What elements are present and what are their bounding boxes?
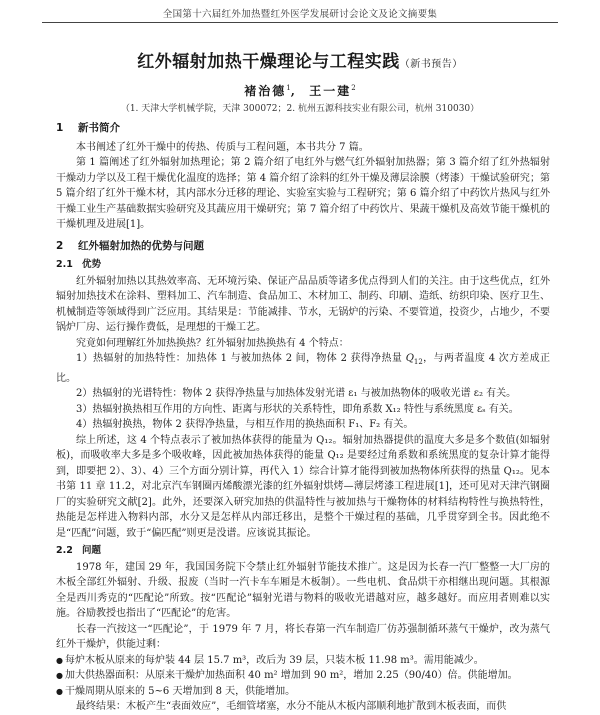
list-item: 2）热辐射的光谱特性：物体 2 获得净热量与加热体发射光谱 ε₁ 与被加热物体的吸收光谱 ε₂ 有关。 (76, 388, 517, 399)
header-rule (42, 22, 558, 23)
bullet-item: ● 干燥周期从原来的 5~6 天增加到 8 天，供能增加。 (56, 684, 550, 700)
affiliation: （1. 天津大学机械学院，天津 300072；2. 杭州五源科技实业有限公司，杭州 310030） (120, 104, 480, 114)
bullet-item: ● 每炉木板从原来的每炉装 44 层 15.7 m³，改后为 39 层，只装木板 11.98 m³。需用能减少。 (56, 653, 550, 669)
list-item: 1）热辐射的加热特性：加热体 1 与被加热体 2 间，物体 2 获得净热量 $Q_{12}$，与两者温度 4 次方差成正比。 (56, 353, 550, 384)
paragraph: 综上所述，这 4 个特点表示了被加热体获得的能量为 Q₁₂。辐射加热器提供的温度大多是多个数值(如辐射板)，而吸收率大多是多个吸收峰，因此被加热体获得的能量 Q₁₂ 是要经过角系数和系统黑度的复杂计算才能得到，即要把 2）、3）、4）三个方面分别计算，再代入 1）综合计算才能得到被加热物体所获得的热量 Q₁₂。见本书第 11 章 11.2，对北京汽车钢圈丙烯酸漂光漆的红外辐射烘烤—薄层烤漆工程进展[1]，还可见对天津汽钢圈厂的实验研究文献[2]。此外，还要深入研究加热的供温特性与被加热与干燥物体的材料结构特性与换热特性，热能是怎样进入物料内部，水分又是怎样从内部迁移出，是整个干燥过程的基础，几乎贯穿到全书。因此绝不是“匹配”问题，致于“偏匹配”则更是没谱。应该说其振论。 (56, 434, 550, 539)
paragraph: 本书阐述了红外干燥中的传热、传质与工程问题，本书共分 7 篇。 (76, 141, 369, 153)
running-head: 全国第十六届红外加热暨红外医学发展研讨会论文及论文摘要集 (162, 9, 438, 20)
paragraph: 红外辐射加热以其热效率高、无环境污染、保证产品品质等诸多优点得到人们的关注。由于这些优点，红外辐射加热技术在涂料、塑料加工、汽车制造、食品加工、木材加工、制药、印刷、造纸、纺织印染、医疗卫生、机械制造等领域得到广泛应用。其结果是：节能减排、节水，无锅炉的污染、不要管道，投资少，占地少，不要锅炉厂房、运行操作费低，是理想的干燥工艺。 (56, 275, 550, 333)
title-note: （新书预告） (399, 59, 463, 70)
title-text: 红外辐射加热干燥理论与工程实践 (137, 52, 400, 72)
section-heading: 1 新书简介 (56, 122, 120, 134)
paragraph: 长春一汽按这一“匹配论”，于 1979 年 7 月，将长春第一汽车制造厂仿苏强制循环蒸气干燥炉，改为蒸气红外干燥炉，供能过剩： (56, 623, 550, 650)
list-item: 4）热辐射换热，物体 2 获得净热量，与相互作用的换热面积 F₁、F₂ 有关。 (76, 419, 414, 430)
paragraph: 最终结果：木板产生“表面效应”，毛细管堵塞，水分不能从木板内部顺利地扩散到木板表面，而供 (76, 701, 507, 712)
paragraph: 究竟如何理解红外加热换热？红外辐射加热换热有 4 个特点： (76, 337, 349, 349)
bullet-item: ● 加大供热器面积：从原来干燥炉加热面积 40 m² 增加到 90 m²，增加 2.25（90/40）倍。供能增加。 (56, 668, 550, 684)
authors: 褚治德$^1$, 王一建$^2$ (244, 84, 356, 98)
subsection-heading: 2.2 问题 (56, 545, 102, 556)
subsection-heading: 2.1 优势 (56, 259, 102, 270)
section-heading: 2 红外辐射加热的优势与问题 (56, 239, 204, 252)
list-item: 3）热辐射换热相互作用的方向性、距离与形状的关系特性，即角系数 X₁₂ 特性与系统黑度 εₛ 有关。 (76, 403, 519, 415)
paper-body (56, 117, 550, 715)
paragraph: 1978 年，建国 29 年，我国国务院下令禁止红外辐射节能技术推广。这是因为长春一汽厂整整一大厂房的木板全部红外辐射、升级、报废（当时一汽卡车车厢是木板制）。一些电机、食品烘干亦相继出现问题。其根源全是西川秀克的“匹配论”所致。按“匹配论”辐射光谱与物料的吸收光谱越对应，越多越好。而应用者则难以实施。谷励教授也指出了“匹配论”的危害。 (56, 561, 550, 619)
author-2: 王一建 (309, 84, 352, 98)
author-1: 褚治德 (244, 84, 287, 98)
paper-title (0, 47, 600, 72)
paragraph: 第 1 篇阐述了红外辐射加热理论；第 2 篇介绍了电红外与燃气红外辐射加热器；第 3 篇介绍了红外热辐射干燥动力学以及工程干燥优化温度的选择；第 4 篇介绍了涂料的红外干燥及薄层涂膜（烤漆）干燥试验研究；第 5 篇介绍了红外干燥木材，其内部水分迁移的理论、实验室实验与工程研究；第 6 篇介绍了中药饮片热风与红外干燥工业生产基础数据实验研究及其蔬应用干燥研究；第 7 篇介绍了中药饮片、果蔬干燥机及高效节能干燥机的干燥机理及进展[1]。 (56, 157, 550, 230)
